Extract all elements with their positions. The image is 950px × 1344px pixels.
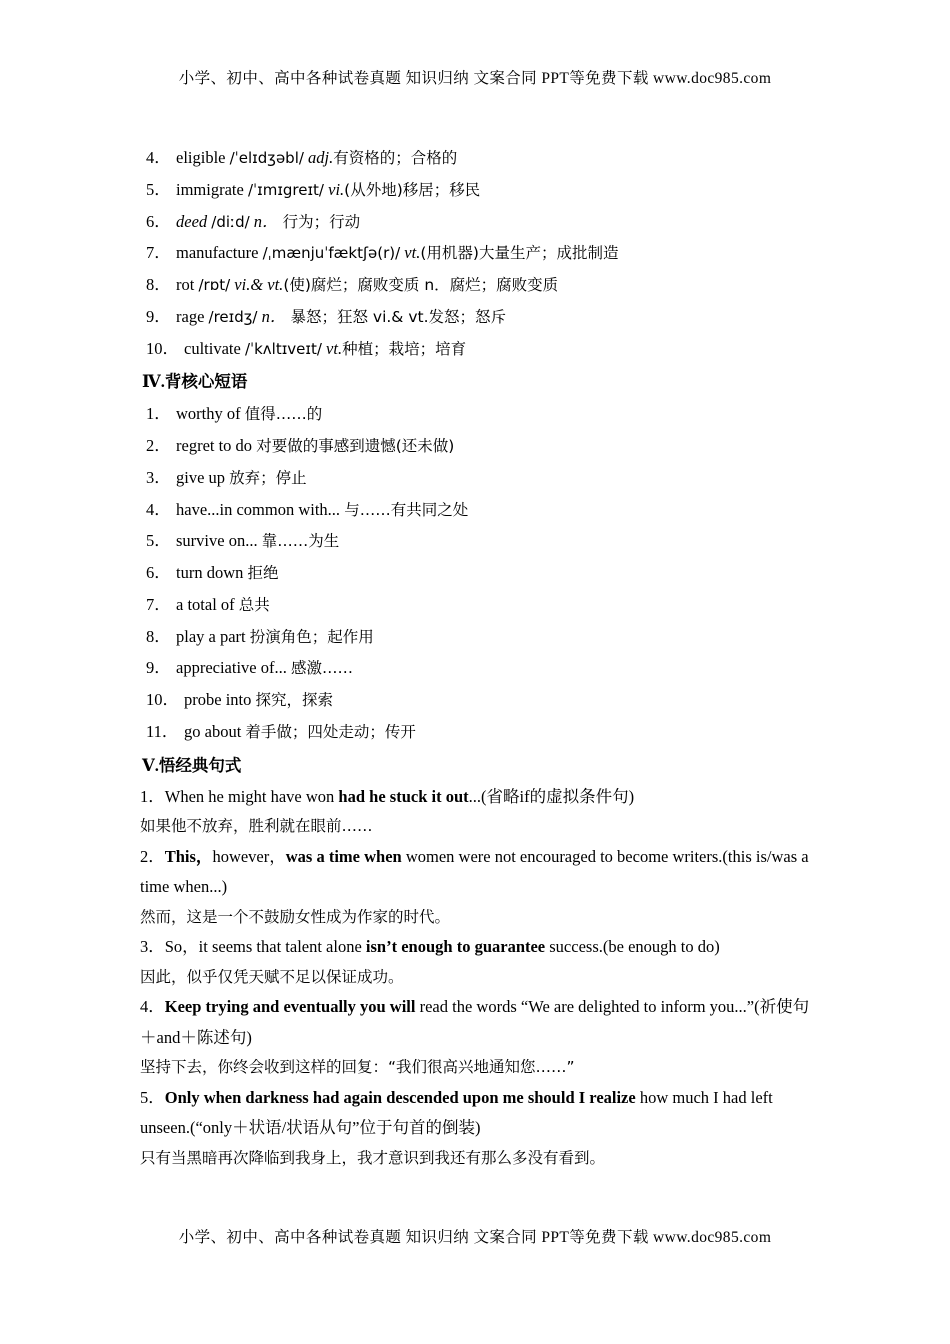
vocab-word: manufacture bbox=[176, 243, 259, 263]
phrase-en: turn down bbox=[176, 563, 248, 583]
vocab-word: cultivate bbox=[184, 338, 241, 358]
list-item bbox=[140, 430, 810, 462]
phrase-en: play a part bbox=[176, 626, 250, 646]
sentence-en bbox=[140, 1083, 810, 1144]
section-title-phrases: Ⅳ.背核心短语 bbox=[142, 372, 248, 392]
phrase-cn: 值得……的 bbox=[244, 405, 323, 424]
item-number: 8． bbox=[146, 275, 171, 294]
vocab-pos: vi.& vt. bbox=[234, 275, 284, 294]
document-content bbox=[140, 142, 810, 1173]
list-item bbox=[140, 206, 810, 238]
list-item bbox=[140, 237, 810, 269]
sentence-cn: 只有当黑暗再次降临到我身上，我才意识到我还有那么多没有看到。 bbox=[140, 1148, 606, 1167]
sentence-post: how much I had left unseen.(“only＋状语/状语从句”位于句首的倒装) bbox=[140, 1087, 773, 1138]
sentence-item bbox=[140, 1083, 810, 1173]
sentence-cn: 然而，这是一个不鼓励女性成为作家的时代。 bbox=[140, 907, 451, 926]
phrase-en: give up bbox=[176, 467, 230, 487]
item-number: 2． bbox=[140, 846, 165, 866]
sentence-en bbox=[140, 782, 810, 813]
item-number: 8． bbox=[146, 626, 171, 646]
sentence-cn: 如果他不放弃，胜利就在眼前…… bbox=[140, 817, 373, 836]
vocab-meaning: 行为；行动 bbox=[282, 212, 361, 231]
sentence-list bbox=[140, 782, 810, 1173]
sentence-post: ...(省略if的虚拟条件句) bbox=[468, 786, 635, 806]
list-item bbox=[140, 333, 810, 365]
item-number: 6． bbox=[146, 563, 171, 583]
phrase-cn: 感激…… bbox=[290, 659, 353, 678]
item-number: 7． bbox=[146, 243, 171, 263]
vocab-meaning: (从外地)移居；移民 bbox=[344, 180, 481, 199]
phrase-en: a total of bbox=[176, 594, 239, 614]
sentence-pre: So，it seems that talent alone bbox=[164, 937, 366, 957]
item-number: 6． bbox=[146, 211, 171, 231]
sentence-bold: Only when darkness had again descended upon me should I realize bbox=[164, 1087, 636, 1107]
vocab-meaning: 暴怒；狂怒 vi.& vt.发怒；怒斥 bbox=[290, 307, 506, 326]
item-number: 1． bbox=[146, 404, 171, 424]
sentence-en bbox=[140, 842, 810, 903]
phrase-cn: 探究，探索 bbox=[255, 691, 334, 710]
vocab-ipa: /ˌmænjuˈfæktʃə(r)/ bbox=[262, 244, 401, 263]
sentence-bold: This， bbox=[164, 846, 213, 866]
phrase-en: appreciative of... bbox=[176, 658, 291, 678]
list-item bbox=[140, 525, 810, 557]
phrase-en: have...in common with... bbox=[176, 499, 345, 519]
list-item bbox=[140, 398, 810, 430]
phrase-en: survive on... bbox=[176, 531, 262, 551]
item-number: 10． bbox=[146, 690, 179, 710]
list-item bbox=[140, 142, 810, 174]
vocab-word: rot bbox=[176, 275, 195, 294]
sentence-post: read the words “We are delighted to inform you...”(祈使句＋and＋陈述句) bbox=[140, 997, 810, 1047]
vocab-word: rage bbox=[176, 306, 205, 326]
sentence-cn: 因此，似乎仅凭天赋不足以保证成功。 bbox=[140, 967, 404, 986]
phrase-en: probe into bbox=[184, 690, 256, 710]
vocab-meaning: 种植；栽培；培育 bbox=[342, 339, 467, 358]
phrase-cn: 总共 bbox=[238, 595, 270, 614]
phrase-cn: 拒绝 bbox=[247, 564, 279, 583]
phrase-cn: 放弃；停止 bbox=[229, 468, 307, 487]
sentence-bold-2: was a time when bbox=[285, 846, 402, 866]
vocab-pos: adj. bbox=[308, 148, 334, 167]
item-number: 5． bbox=[146, 531, 171, 551]
vocab-word: immigrate bbox=[176, 179, 244, 199]
vocab-ipa: /reɪdʒ/ bbox=[208, 307, 258, 326]
sentence-bold: isn’t enough to guarantee bbox=[365, 937, 546, 957]
vocab-meaning: 有资格的；合格的 bbox=[333, 149, 458, 167]
item-number: 9． bbox=[146, 658, 171, 678]
vocab-list bbox=[140, 142, 810, 364]
sentence-post: women were not encouraged to become writers.(this is/was a time when...) bbox=[140, 846, 809, 897]
sentence-mid: however， bbox=[212, 846, 286, 866]
list-item bbox=[140, 557, 810, 589]
section-title-sentences: Ⅴ.悟经典句式 bbox=[142, 755, 242, 775]
item-number: 4． bbox=[146, 148, 171, 167]
phrase-cn: 着手做；四处走动；传开 bbox=[245, 722, 416, 741]
sentence-bold: had he stuck it out bbox=[338, 786, 469, 806]
phrase-cn: 扮演角色；起作用 bbox=[249, 627, 374, 646]
item-number: 10． bbox=[146, 338, 179, 358]
vocab-pos: vi. bbox=[328, 179, 345, 199]
list-item bbox=[140, 174, 810, 206]
list-item bbox=[140, 684, 810, 716]
vocab-ipa: /diːd/ bbox=[211, 212, 250, 231]
vocab-pos: vt. bbox=[326, 338, 343, 358]
sentence-post: success.(be enough to do) bbox=[545, 937, 720, 957]
item-number: 5． bbox=[140, 1087, 165, 1107]
sentence-en bbox=[140, 992, 810, 1053]
item-number: 7． bbox=[146, 594, 171, 614]
item-number: 4． bbox=[140, 997, 165, 1017]
sentence-item bbox=[140, 782, 810, 842]
sentence-item bbox=[140, 992, 810, 1082]
list-item bbox=[140, 494, 810, 526]
phrase-cn: 对要做的事感到遗憾(还未做) bbox=[256, 437, 455, 456]
phrase-list bbox=[140, 398, 810, 747]
sentence-en bbox=[140, 932, 810, 963]
vocab-meaning: (用机器)大量生产；成批制造 bbox=[420, 244, 619, 263]
item-number: 11． bbox=[146, 721, 179, 741]
phrase-en: worthy of bbox=[176, 404, 245, 424]
list-item bbox=[140, 301, 810, 333]
list-item bbox=[140, 462, 810, 494]
list-item bbox=[140, 652, 810, 684]
item-number: 4． bbox=[146, 499, 171, 519]
item-number: 3． bbox=[146, 467, 171, 487]
vocab-ipa: /ˈelɪdʒəbl/ bbox=[229, 149, 304, 167]
sentence-cn: 坚持下去，你终会收到这样的回复：“我们很高兴地通知您……” bbox=[140, 1058, 575, 1077]
vocab-pos: n． bbox=[261, 306, 287, 326]
vocab-meaning: (使)腐烂；腐败变质 n．腐烂；腐败变质 bbox=[283, 276, 559, 294]
phrase-cn: 靠……为生 bbox=[261, 532, 340, 551]
footer-watermark: 小学、初中、高中各种试卷真题 知识归纳 文案合同 PPT等免费下载 www.doc985.com bbox=[178, 1229, 772, 1247]
vocab-ipa: /ˈkʌltɪveɪt/ bbox=[244, 339, 322, 358]
header-watermark: 小学、初中、高中各种试卷真题 知识归纳 文案合同 PPT等免费下载 www.doc985.com bbox=[178, 70, 772, 87]
vocab-word: deed bbox=[176, 211, 208, 231]
vocab-ipa: /ˈɪmɪgreɪt/ bbox=[247, 180, 324, 199]
item-number: 2． bbox=[146, 436, 171, 456]
item-number: 9． bbox=[146, 306, 171, 326]
vocab-word: eligible bbox=[176, 148, 226, 167]
phrase-en: go about bbox=[184, 721, 246, 741]
list-item bbox=[140, 621, 810, 653]
sentence-bold: Keep trying and eventually you will bbox=[164, 997, 416, 1017]
item-number: 1． bbox=[140, 786, 165, 806]
list-item bbox=[140, 269, 810, 301]
item-number: 5． bbox=[146, 179, 171, 199]
sentence-item bbox=[140, 842, 810, 932]
vocab-pos: vt. bbox=[404, 243, 421, 263]
vocab-pos: n． bbox=[253, 211, 279, 231]
list-item bbox=[140, 716, 810, 748]
list-item bbox=[140, 589, 810, 621]
sentence-item bbox=[140, 932, 810, 992]
sentence-pre: When he might have won bbox=[164, 786, 339, 806]
phrase-cn: 与……有共同之处 bbox=[344, 500, 469, 519]
phrase-en: regret to do bbox=[176, 436, 257, 456]
item-number: 3． bbox=[140, 937, 165, 957]
vocab-ipa: /rɒt/ bbox=[198, 276, 231, 294]
